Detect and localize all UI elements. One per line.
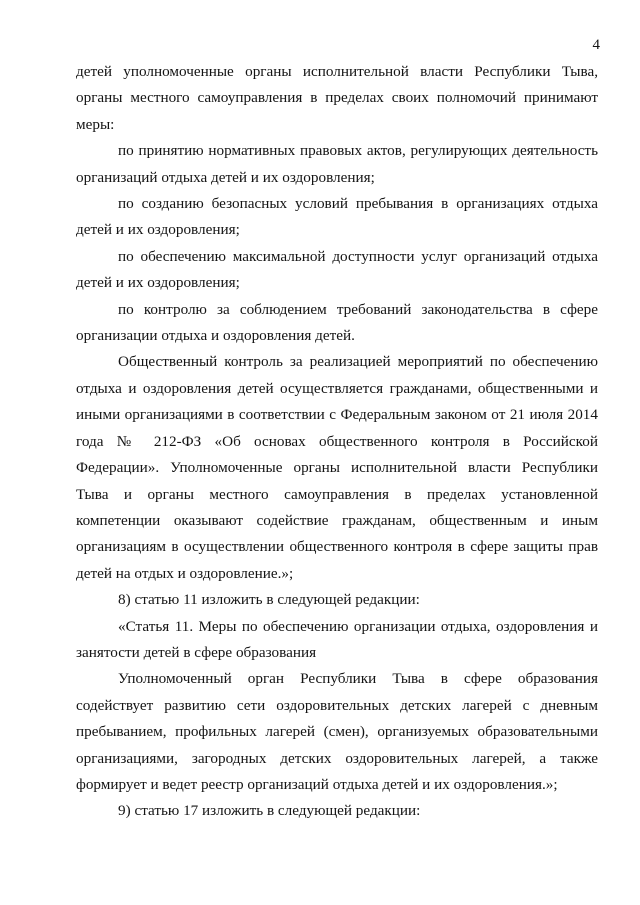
paragraph-continuation: детей уполномоченные органы исполнительной власти Республики Тыва, органы местного самоуправления в пределах своих полномочий принимают меры: — [76, 63, 598, 133]
paragraph-amendment-article-17: 9) статью 17 изложить в следующей редакции: — [118, 802, 421, 820]
paragraph-article-11-body: Уполномоченный орган Республики Тыва в сфере образования содействует развитию сети оздоровительных детских лагерей с дневным пребыванием, профильных лагерей (смен), организуемых образовательными организациями, загородных детских оздоровительных лагерей, а также формирует и ведет реестр организаций отдыха детей и их оздоровления.»; — [76, 670, 598, 793]
paragraph-public-control: Общественный контроль за реализацией мероприятий по обеспечению отдыха и оздоровления детей осуществляется гражданами, общественными и иными организациями в соответствии с Федеральным законом от 21 июля 2014 года № 212-ФЗ «Об основах общественного контроля в Российской Федерации». Уполномоченные органы исполнительной власти Республики Тыва и органы местного самоуправления в пределах установленной компетенции оказывают содействие гражданам, общественным и иным организациям в осуществлении общественного контроля в сфере защиты прав детей на отдых и оздоровление.»; — [76, 353, 598, 582]
document-body — [76, 59, 598, 825]
paragraph-measure-normative-acts: по принятию нормативных правовых актов, регулирующих деятельность организаций отдыха детей и их оздоровления; — [76, 142, 598, 186]
paragraph-measure-safe-conditions: по созданию безопасных условий пребывания в организациях отдыха детей и их оздоровления; — [76, 195, 598, 239]
paragraph-amendment-article-11: 8) статью 11 изложить в следующей редакции: — [118, 591, 420, 609]
paragraph-measure-accessibility: по обеспечению максимальной доступности услуг организаций отдыха детей и их оздоровления; — [76, 247, 598, 292]
page-number: 4 — [592, 37, 600, 53]
paragraph-measure-control: по контролю за соблюдением требований законодательства в сфере организации отдыха и оздоровления детей. — [76, 300, 598, 345]
article-11-heading: «Статья 11. Меры по обеспечению организации отдыха, оздоровления и занятости детей в сфере образования — [76, 617, 598, 661]
